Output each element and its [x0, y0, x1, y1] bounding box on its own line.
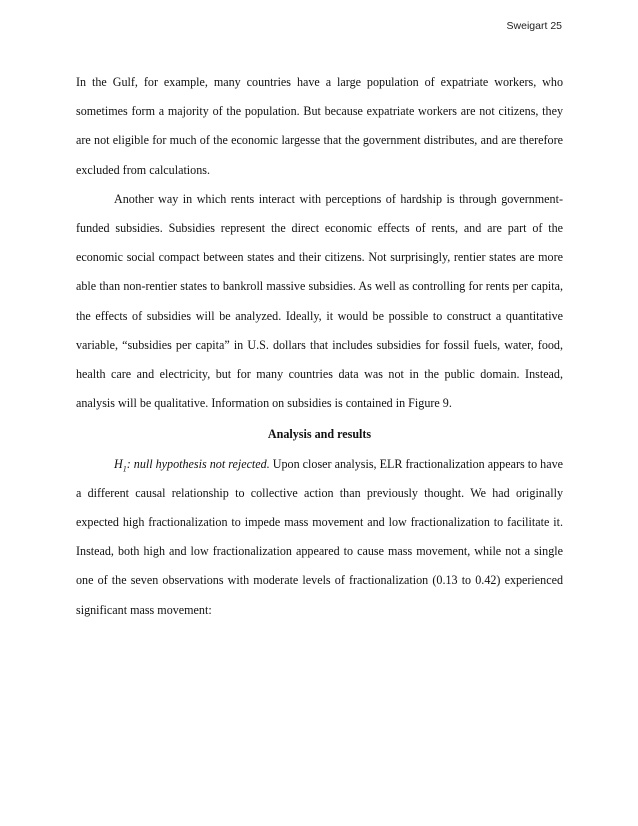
- running-header: Sweigart 25: [506, 20, 562, 32]
- hypothesis-subscript: 1: [122, 464, 127, 474]
- section-heading: Analysis and results: [267, 427, 372, 442]
- paragraph-hypothesis-1: [76, 450, 563, 625]
- hypothesis-paragraph-text: Upon closer analysis, ELR fractionalization appears to have a different causal relationship to collective action than previously thought. We had originally expected high fractionalization to impede mass movement and low fractionalization to facilitate it. Instead, both high and low fractionalization appeared to cause mass movement, while not a single one of the seven observations with moderate levels of fractionalization (0.13 to 0.42) experienced significant mass movement:: [76, 456, 563, 617]
- paragraph-gulf-expatriates: In the Gulf, for example, many countries have a large population of expatriate workers, who sometimes form a majority of the population. But because expatriate workers are not citizens, they are not eligible for much of the economic largesse that the government distributes, and are therefore excluded from calculations.: [76, 75, 563, 177]
- paragraph-subsidies: Another way in which rents interact with perceptions of hardship is through government-funded subsidies. Subsidies represent the direct economic effects of rents, and are part of the economic social compact between states and their citizens. Not surprisingly, rentier states are more able than non-rentier states to bankroll massive subsidies. As well as controlling for rents per capita, the effects of subsidies will be analyzed. Ideally, it would be possible to construct a quantitative variable, “subsidies per capita” in U.S. dollars that includes subsidies for fossil fuels, water, food, health care and electricity, but for many countries data was not in the public domain. Instead, analysis will be qualitative. Information on subsidies is contained in Figure 9.: [76, 191, 563, 411]
- page-body: [76, 68, 563, 625]
- hypothesis-label: [114, 456, 270, 474]
- hypothesis-letter: H: [114, 456, 123, 471]
- hypothesis-label-text: : null hypothesis not rejected.: [126, 456, 270, 471]
